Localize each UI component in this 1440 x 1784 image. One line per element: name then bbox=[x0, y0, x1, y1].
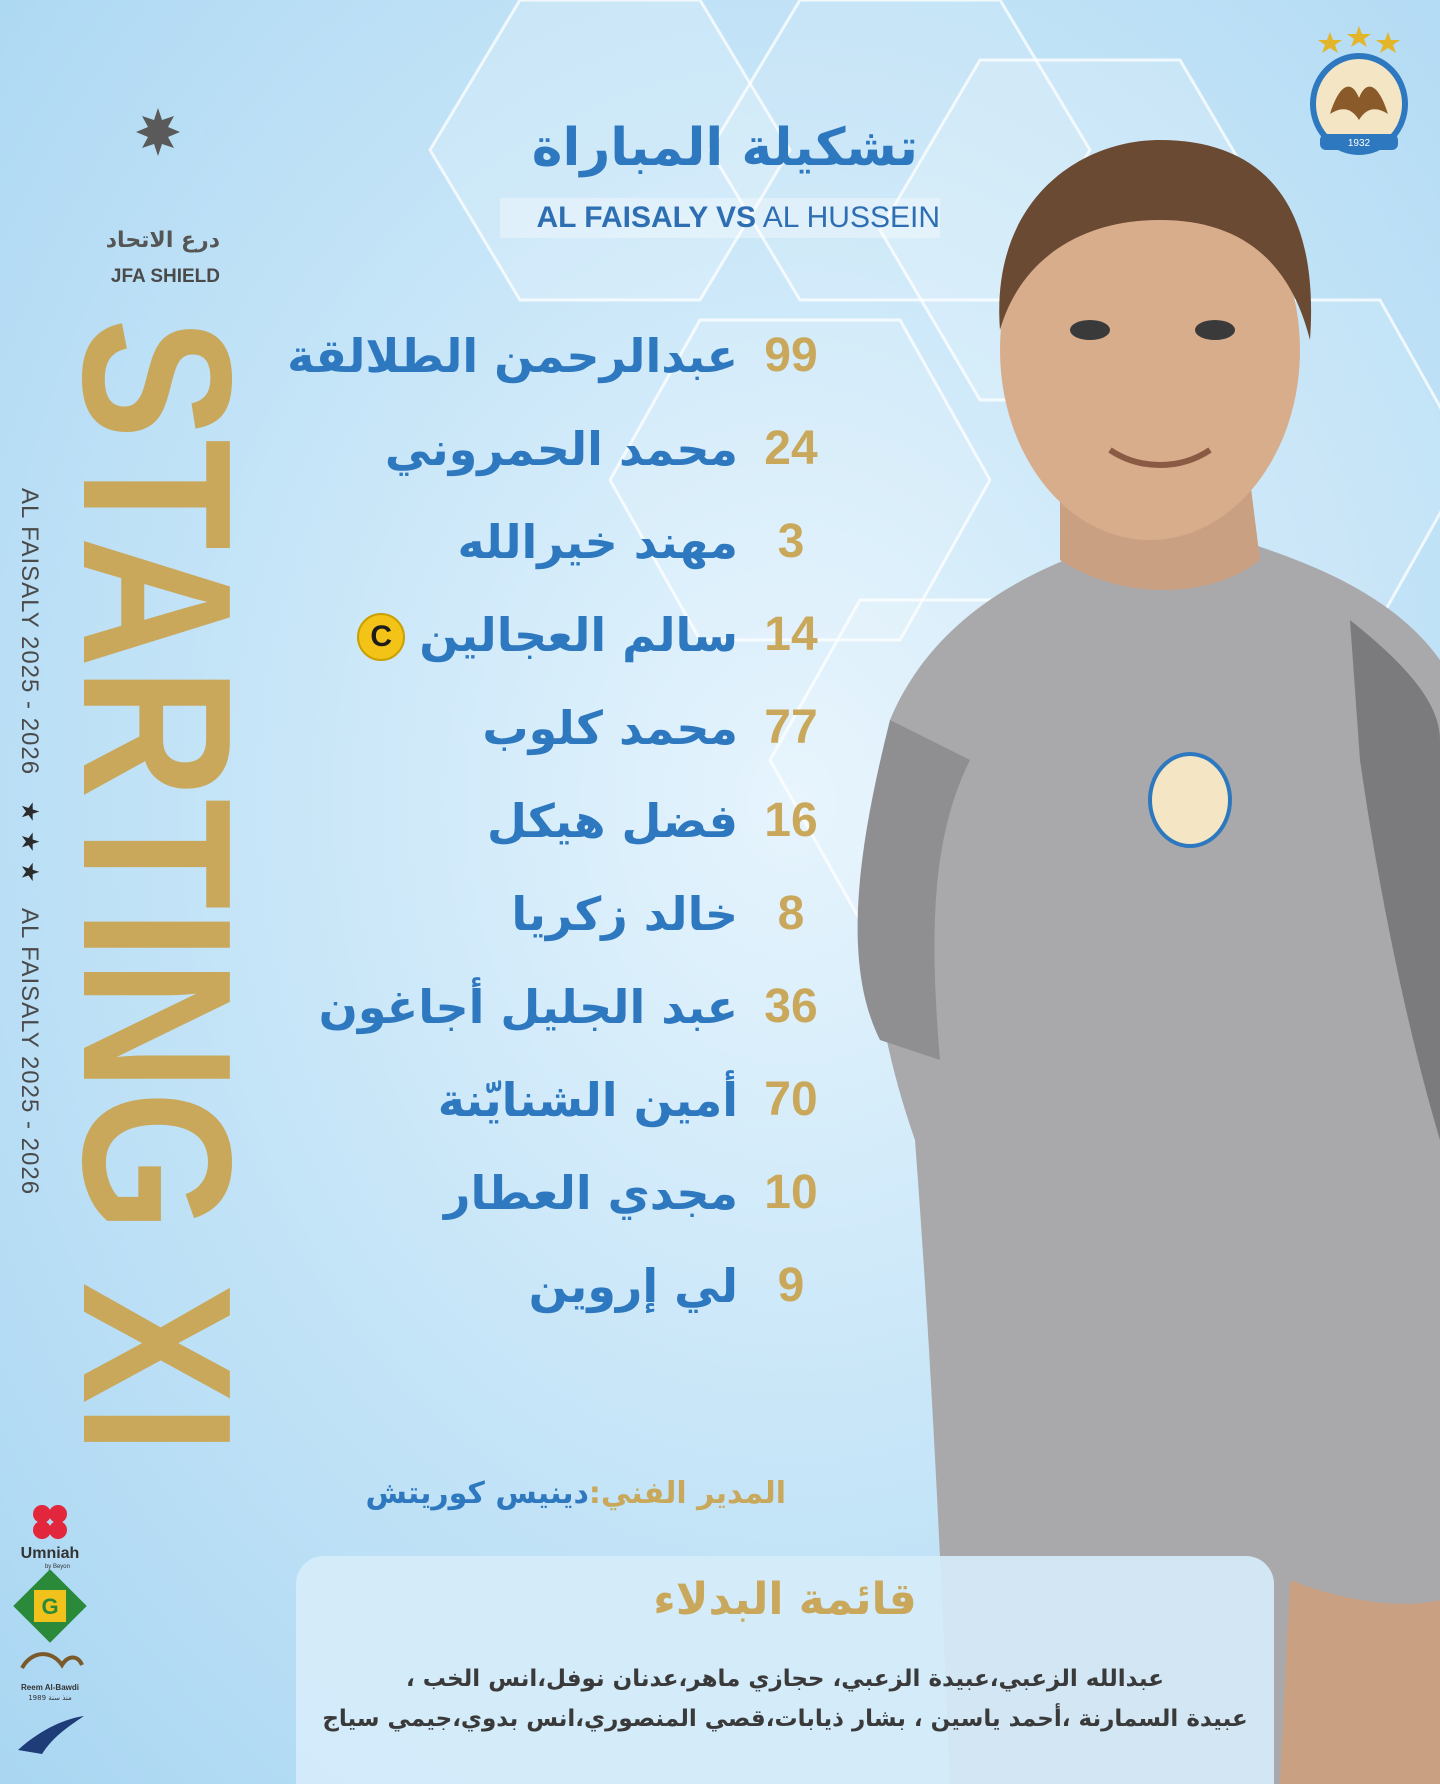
page-title: تشكيلة المباراة bbox=[531, 118, 918, 178]
lineup-row bbox=[250, 688, 850, 768]
sponsor-g-logo bbox=[13, 1569, 87, 1643]
crest-year: 1932 bbox=[1347, 138, 1371, 149]
starting-xi-text: STARTING bbox=[52, 318, 252, 1386]
lineup-row bbox=[250, 316, 850, 396]
player-number: 14 bbox=[764, 608, 818, 661]
competition-name-english: JFA SHIELD bbox=[110, 266, 220, 287]
player-name: أمين الشنايّنة bbox=[437, 1073, 738, 1127]
player-name: مهند خيرالله bbox=[457, 515, 738, 569]
player-name: لي إروين bbox=[528, 1259, 738, 1313]
player-number: 99 bbox=[764, 329, 818, 382]
player-number: 77 bbox=[764, 701, 818, 754]
player-name: عبد الجليل أجاغون bbox=[318, 980, 738, 1034]
bawdi-name: Reem Al-Bawdi bbox=[21, 1683, 79, 1692]
player-number: 36 bbox=[764, 980, 818, 1033]
umniah-name: Umniah bbox=[20, 1545, 80, 1562]
umniah-sub: by Beyon bbox=[44, 1564, 70, 1570]
jfa-shield-logo bbox=[88, 90, 228, 210]
svg-text:G: G bbox=[41, 1594, 59, 1619]
player-number: 9 bbox=[777, 1259, 805, 1312]
player-number: 8 bbox=[777, 887, 805, 940]
player-name: عبدالرحمن الطلالقة bbox=[287, 329, 738, 383]
umniah-logo bbox=[33, 1505, 67, 1539]
player-name: فضل هيكل bbox=[486, 794, 738, 848]
substitutes-panel bbox=[296, 1556, 1274, 1784]
lineup-row bbox=[250, 1060, 850, 1140]
bawdi-since: منذ سنة 1989 bbox=[28, 1694, 72, 1702]
coach-label: المدير الفني: bbox=[588, 1476, 786, 1511]
coach-name: دينيس كوريتش bbox=[365, 1476, 589, 1511]
player-name: مجدي العطار bbox=[444, 1166, 738, 1220]
player-number: 16 bbox=[764, 794, 818, 847]
player-number: 3 bbox=[777, 515, 805, 568]
player-name: محمد الحمروني bbox=[384, 422, 738, 476]
lineup-row bbox=[250, 409, 850, 489]
competition-name-arabic: درع الاتحاد bbox=[105, 228, 220, 253]
captain-badge-icon: C bbox=[357, 613, 405, 661]
stars-icon: ★ ★ ★ bbox=[16, 800, 43, 884]
left-season-text: AL FAISALY 2025 - 2026 ★ ★ ★ AL FAISALY 2025 - 2026 bbox=[16, 488, 43, 1196]
lineup-row bbox=[250, 1246, 850, 1326]
substitutes-line: عبدالله الزعبي،عبيدة الزعبي، حجازي ماهر،عدنان نوفل،انس الخب ، bbox=[406, 1666, 1164, 1692]
player-number: 10 bbox=[764, 1166, 818, 1219]
starting-xi-banner bbox=[52, 318, 252, 1454]
player-name: خالد زكريا bbox=[511, 887, 738, 941]
wing-logo bbox=[18, 1716, 84, 1754]
head-coach bbox=[250, 1476, 786, 1511]
lineup-row bbox=[250, 595, 850, 675]
lineup-row bbox=[250, 781, 850, 861]
player-name: سالم العجالين bbox=[419, 608, 738, 662]
bawdi-logo bbox=[22, 1654, 82, 1668]
lineup-row bbox=[250, 967, 850, 1047]
player-name: محمد كلوب bbox=[482, 701, 738, 755]
coach-photo bbox=[820, 140, 1440, 1784]
player-number: 24 bbox=[764, 422, 818, 475]
lineup-row bbox=[250, 1153, 850, 1233]
player-number: 70 bbox=[764, 1073, 818, 1126]
lineup-row bbox=[250, 502, 850, 582]
away-team: AL HUSSEIN bbox=[762, 201, 940, 234]
substitutes-title: قائمة البدلاء bbox=[653, 1574, 917, 1625]
substitutes-line: عبيدة السمارنة ،أحمد ياسين ، بشار ذيابات،قصي المنصوري،انس بدوي،جيمي سياج bbox=[322, 1706, 1248, 1732]
home-team: AL FAISALY VS bbox=[536, 201, 757, 234]
sponsors-column bbox=[12, 1500, 88, 1770]
lineup-row bbox=[250, 874, 850, 954]
